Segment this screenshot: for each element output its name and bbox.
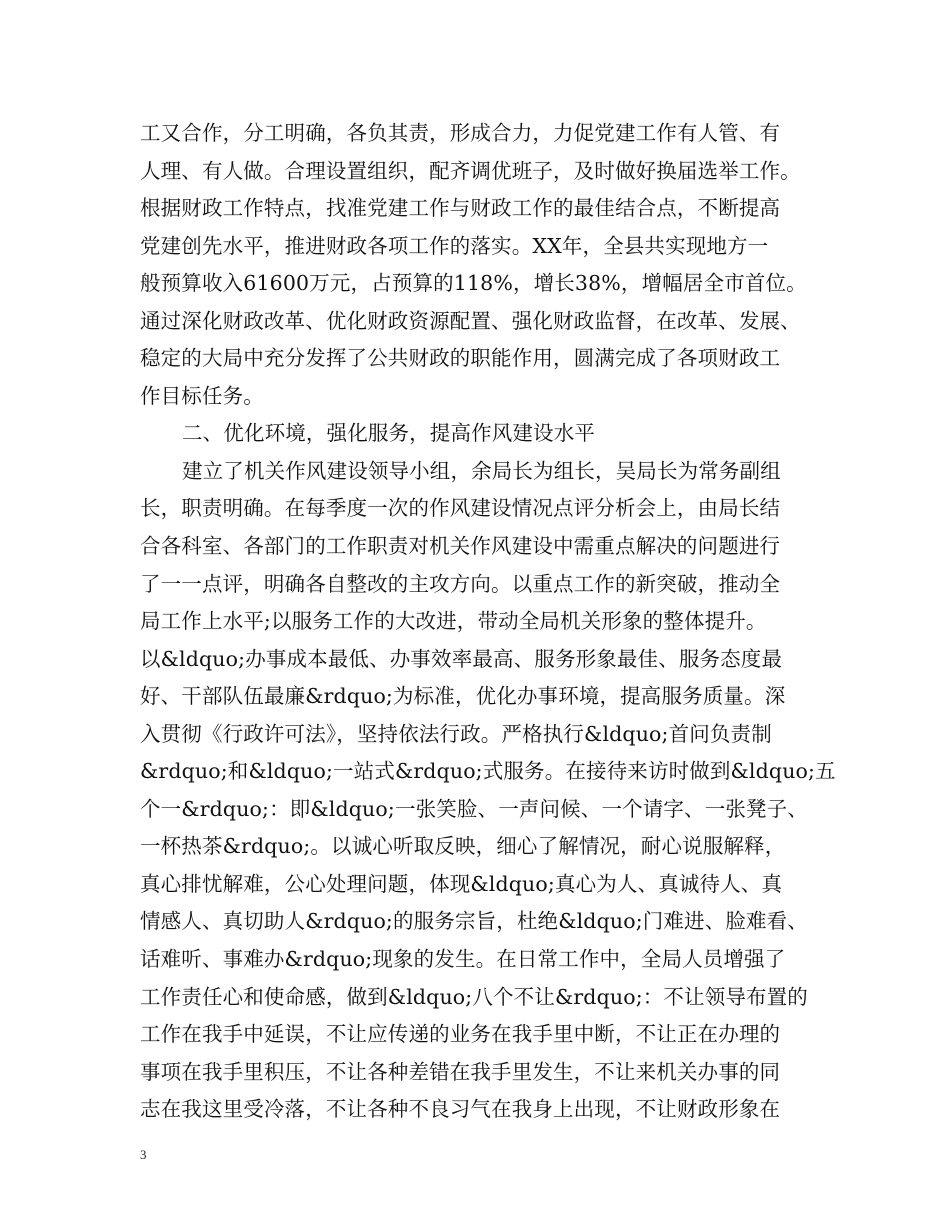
- text-line: 入贯彻《行政许可法》，坚持依法行政。严格执行&ldquo;首问负责制: [140, 721, 772, 746]
- text-line: 人理、有人做。合理设置组织，配齐调优班子，及时做好换届选举工作。: [140, 158, 801, 183]
- text-line: 好、干部队伍最廉&rdquo;为标准，优化办事环境，提高服务质量。深: [140, 684, 786, 709]
- text-line: &rdquo;和&ldquo;一站式&rdquo;式服务。在接待来访时做到&ldquo;五: [140, 759, 836, 784]
- text-line: 情感人、真切助人&rdquo;的服务宗旨，杜绝&ldquo;门难进、脸难看、: [140, 909, 808, 934]
- page-number: 3: [140, 1147, 147, 1162]
- text-line: 了一一点评，明确各自整改的主攻方向。以重点工作的新突破，推动全: [140, 571, 781, 596]
- text-line: 以&ldquo;办事成本最低、办事效率最高、服务形象最佳、服务态度最: [140, 646, 783, 671]
- text-line: 个一&rdquo;：即&ldquo;一张笑脸、一声问候、一个请字、一张凳子、: [140, 796, 808, 821]
- text-line: 党建创先水平，推进财政各项工作的落实。XX年，全县共实现地方一: [140, 233, 769, 258]
- text-line: 工作在我手中延误，不让应传递的业务在我手里中断，不让正在办理的: [140, 1022, 781, 1047]
- text-line: 一杯热茶&rdquo;。以诚心听取反映，细心了解情况，耐心说服解释，: [140, 834, 786, 859]
- text-line: 通过深化财政改革、优化财政资源配置、强化财政监督，在改革、发展、: [140, 308, 801, 333]
- text-line: 志在我这里受冷落，不让各种不良习气在我身上出现，不让财政形象在: [140, 1097, 781, 1122]
- document-body: [140, 115, 840, 1129]
- text-line: 根据财政工作特点，找准党建工作与财政工作的最佳结合点，不断提高: [140, 196, 781, 221]
- text-line: 稳定的大局中充分发挥了公共财政的职能作用，圆满完成了各项财政工: [140, 346, 781, 371]
- text-line: 般预算收入61600万元，占预算的118%，增长38%，增幅居全市首位。: [140, 271, 807, 296]
- text-line: 真心排忧解难，公心处理问题，体现&ldquo;真心为人、真诚待人、真: [140, 871, 783, 896]
- text-line: 作目标任务。: [140, 383, 264, 408]
- section-heading: 二、优化环境，强化服务，提高作风建设水平: [182, 421, 595, 446]
- text-line: 建立了机关作风建设领导小组，余局长为组长，吴局长为常务副组: [182, 458, 781, 483]
- text-line: 工又合作，分工明确，各负其责，形成合力，力促党建工作有人管、有: [140, 121, 781, 145]
- text-line: 长，职责明确。在每季度一次的作风建设情况点评分析会上，由局长结: [140, 496, 781, 521]
- text-line: 工作责任心和使命感，做到&ldquo;八个不让&rdquo;：不让领导布置的: [140, 984, 808, 1009]
- text-line: 局工作上水平;以服务工作的大改进，带动全局机关形象的整体提升。: [140, 609, 767, 634]
- text-line: 话难听、事难办&rdquo;现象的发生。在日常工作中，全局人员增强了: [140, 947, 786, 972]
- text-line: 事项在我手里积压，不让各种差错在我手里发生，不让来机关办事的同: [140, 1059, 781, 1084]
- text-line: 合各科室、各部门的工作职责对机关作风建设中需重点解决的问题进行: [140, 534, 781, 559]
